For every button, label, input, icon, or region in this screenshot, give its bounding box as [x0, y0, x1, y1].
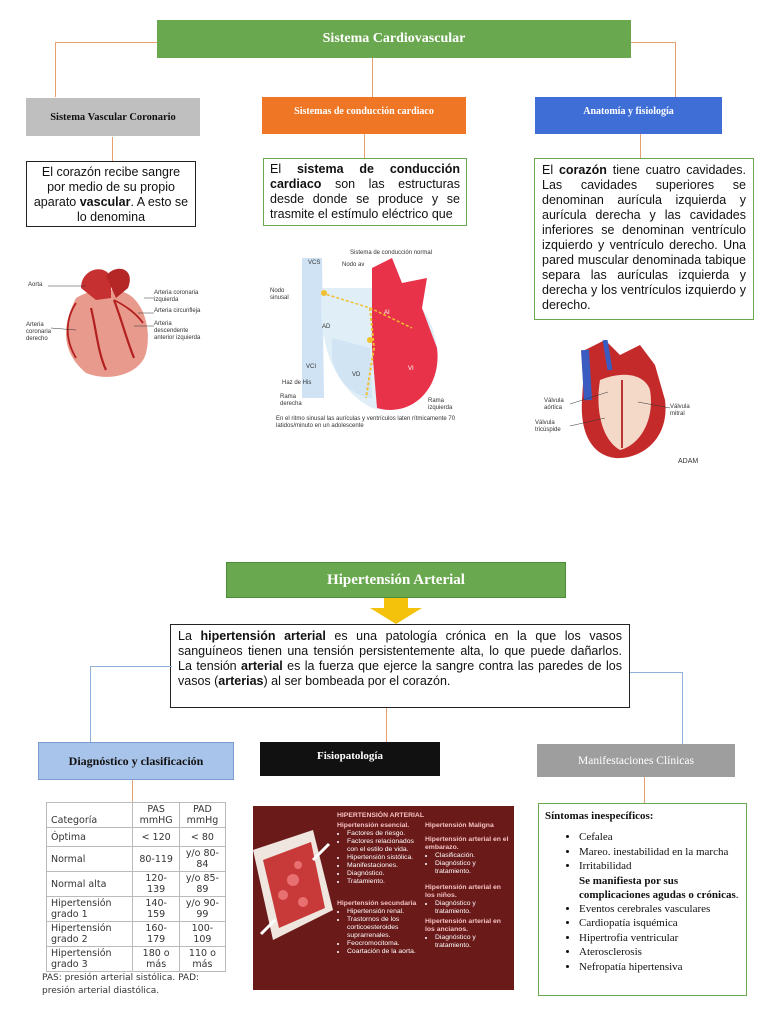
- anatomy-heart-image: [530, 340, 720, 470]
- label-vi: VI: [408, 366, 414, 372]
- table-row: Hipertensión grado 3 180 o más 110 o más: [47, 947, 226, 972]
- conduction-heart-image: [262, 248, 458, 428]
- connector: [90, 666, 91, 742]
- fisio-maligna: Hipertensión Maligna: [425, 822, 494, 829]
- manif-subtitle: Síntomas inespecíficos:: [545, 810, 654, 822]
- manifestaciones-box: [538, 803, 747, 996]
- label-ns: Nodo sinusal: [270, 288, 289, 301]
- fisiopatologia-image: HIPERTENSIÓN ARTERIAL Hipertensión esencial. • Factores de riesgo. • Factores relacionados con el estilo de vida. • Hipertensión sistólica. • Manifestaciones. • Diagnóstico. • Tratamiento. Hipertensión secundaria • Hipertensión renal. • Trastornos de los corticoesteroides suprarrenales. • Feocromocitoma. • Coartación de la aorta. Hipertensión Maligna Hipertensión arterial en el embarazo. • Clasificación. • Diagnóstico y tratamiento. Hipertensión arterial en los niños. • Diagnóstico y tratamiento. Hipertensión arterial en los ancianos. • Diagnóstico y tratamiento.: [253, 806, 514, 990]
- label-rd: Rama derecha: [280, 394, 302, 407]
- list-item: • Aterosclerosis: [579, 945, 740, 960]
- label-adam: ADAM: [678, 458, 699, 465]
- table-row: Óptima < 120 < 80: [47, 828, 226, 847]
- connector: [90, 666, 172, 667]
- connector: [55, 42, 158, 43]
- list-item: • Hipertrofia ventricular: [579, 931, 740, 946]
- label-vcs: VCS: [308, 260, 321, 266]
- col-header-categoria: Categoría: [47, 803, 133, 828]
- label-ai: AI: [384, 310, 390, 316]
- manif-complications: Se manifiesta por sus complicaciones agudas o crónicas.: [579, 874, 739, 901]
- label-vci: VCI: [306, 364, 317, 370]
- list-item: • Eventos cerebrales vasculares: [579, 902, 740, 917]
- label-nav: Nodo av: [342, 262, 365, 268]
- header-fisiopatologia: Fisiopatología: [260, 742, 440, 776]
- list-item: • Mareo. inestabilidad en la marcha: [579, 845, 740, 860]
- header-diagnostico: Diagnóstico y clasificación: [38, 742, 234, 780]
- connector: [630, 672, 682, 673]
- connector: [112, 137, 113, 161]
- down-arrow-icon: [370, 598, 422, 624]
- connector: [55, 42, 56, 97]
- header-anatomia: Anatomía y fisiología: [535, 97, 722, 134]
- col-header-pad: PAD mmHg: [179, 803, 225, 828]
- table-row: Hipertensión grado 2 160-179 100-109: [47, 922, 226, 947]
- fisio-ancianos: Hipertensión arterial en los ancianos.: [425, 918, 501, 933]
- label-cd: Arteria coronaria derecho: [26, 322, 52, 342]
- label-vt: Válvula tricúspide: [535, 420, 561, 433]
- connector: [640, 134, 641, 158]
- list-item: • Cefalea: [579, 830, 740, 845]
- label-title: Sistema de conducción normal: [350, 250, 433, 256]
- table-row: Normal alta 120-139 y/o 85-89: [47, 872, 226, 897]
- label-vd: VD: [352, 372, 361, 378]
- label-ci: Arteria coronaria izquierda: [154, 290, 199, 303]
- list-item: • Nefropatía hipertensiva: [579, 960, 740, 975]
- connector: [132, 779, 133, 803]
- connector: [675, 42, 676, 97]
- list-item: • Cardiopatía isquémica: [579, 916, 740, 931]
- label-va: Válvula aórtica: [544, 398, 564, 411]
- connector: [630, 42, 675, 43]
- fisio-ninos: Hipertensión arterial en los niños.: [425, 884, 501, 899]
- connector: [644, 777, 645, 805]
- label-cx: Arteria circunfleja: [154, 308, 201, 314]
- col-header-pas: PAS mmHG: [133, 803, 179, 828]
- text-vascular-coronario: El corazón recibe sangre por medio de su propio aparato vascular. A esto se lo denomina: [26, 161, 196, 227]
- text-conduccion: El sistema de conducción cardiaco son las estructuras desde donde se produce y se trasmite el estímulo eléctrico que: [263, 158, 467, 226]
- main-title: Sistema Cardiovascular: [157, 20, 631, 58]
- hta-intro: La hipertensión arterial es una patología crónica en la que los vasos sanguíneos tienen una tensión persistentemente alta, lo que puede dañarlos. La tensión arterial es la fuerza que ejerce la sangre contra las paredes de los vasos (arterias) al ser bombeada por el corazón.: [170, 624, 630, 708]
- connector: [364, 134, 365, 158]
- connector: [372, 58, 373, 98]
- label-ri: Rama izquierda: [428, 398, 453, 411]
- label-his: Haz de His: [282, 380, 312, 386]
- table-footnote: PAS: presión arterial sistólica. PAD: presión arterial diastólica.: [42, 973, 200, 996]
- header-manifestaciones: Manifestaciones Clínicas: [537, 744, 735, 777]
- fisio-secundaria: Hipertensión secundaria: [337, 900, 417, 907]
- blood-vessel-illustration: [253, 820, 339, 944]
- label-vm: Válvula mitral: [670, 404, 690, 417]
- bp-classification-table: [46, 802, 226, 972]
- list-item: • Irritabilidad: [579, 859, 740, 874]
- fisio-esencial: Hipertensión esencial.: [337, 822, 410, 829]
- label-ad: AD: [322, 324, 331, 330]
- fisio-img-title: HIPERTENSIÓN ARTERIAL: [337, 812, 424, 819]
- fisio-embarazo: Hipertensión arterial en el embarazo.: [425, 836, 509, 851]
- text-anatomia: El corazón tiene cuatro cavidades. Las cavidades superiores se denominan aurícula izquierda y aurícula derecha y las cavidades inferiores se denominan ventrículo izquierdo y ventrículo derecho. Una pared muscular denominada tabique separa las aurículas izquierda y derecha y los ventrículos izquierdo y derecho.: [534, 158, 754, 320]
- table-row: Normal 80-119 y/o 80-84: [47, 847, 226, 872]
- hta-title: Hipertensión Arterial: [226, 562, 566, 598]
- header-conduccion: Sistemas de conducción cardiaco: [262, 97, 466, 134]
- connector: [682, 672, 683, 744]
- label-da: Arteria descendente anterior izquierda: [154, 321, 201, 341]
- label-aorta: Aorta: [28, 282, 43, 288]
- header-vascular-coronario: Sistema Vascular Coronario: [26, 98, 200, 136]
- coronary-heart-image: [26, 258, 202, 383]
- label-caption: En el ritmo sinusal las aurículas y ventrículos laten rítmicamente 70 latidos/minuto en un adolescente: [276, 416, 456, 429]
- connector: [386, 708, 387, 742]
- table-row: Hipertensión grado 1 140-159 y/o 90-99: [47, 897, 226, 922]
